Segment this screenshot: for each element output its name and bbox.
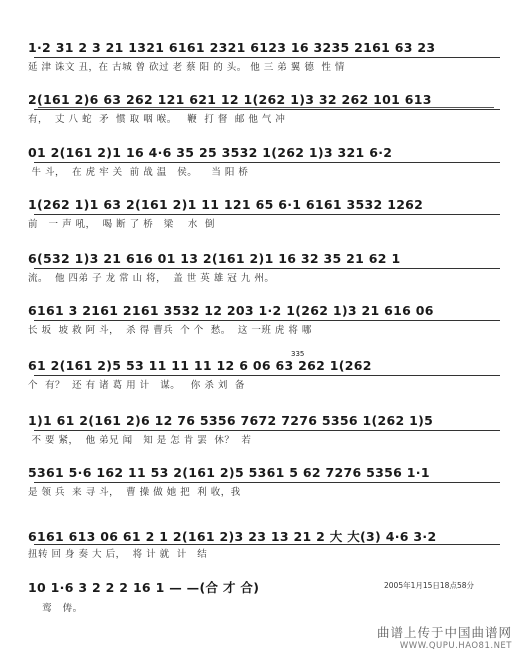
- underline: [34, 214, 500, 215]
- lyrics-line: 不 要 紧， 他 弟兄 闻 知 是 怎 肯 罢 休？ 若: [28, 435, 252, 446]
- notation-line: 61 2(161 2)5 53 11 11 11 12 6 06 63 262 1(262: [28, 358, 372, 373]
- notation-line: 6161 613 06 61 2 1 2(161 2)3 23 13 21 2 大 大(3) 4·6 3·2: [28, 529, 437, 544]
- notation-line: 01 2(161 2)1 16 4·6 35 25 3532 1(262 1)3 321 6·2: [28, 145, 393, 160]
- notation-line: 2(161 2)6 63 262 121 621 12 1(262 1)3 32 262 101 613: [28, 92, 432, 107]
- notation-line: 6161 3 2161 2161 3532 12 203 1·2 1(262 1)3 21 616 06: [28, 303, 434, 318]
- underline: [34, 482, 500, 483]
- lyrics-line: 前 一 声 吼， 喝 断 了 桥 梁 水 倒: [28, 219, 215, 230]
- underline: [38, 107, 494, 108]
- lyrics-line: 长 坂 坡 救 阿 斗， 杀 得 曹兵 个 个 愁。 这 一班 虎 将 哪: [28, 325, 312, 336]
- lyrics-line: 扭转 回 身 奏 大 后， 将 计 就 计 结: [28, 549, 208, 560]
- underline: [34, 375, 500, 376]
- lyrics-line: 流。 他 四弟 子 龙 常 山 将， 盖 世 英 雄 冠 九 州。: [28, 273, 275, 284]
- notation-line: 6(532 1)3 21 616 01 13 2(161 2)1 16 32 35 21 62 1: [28, 251, 401, 266]
- lyrics-line: 牛 斗， 在 虎 牢 关 前 战 温 侯。 当 阳 桥: [28, 167, 249, 178]
- lyrics-line: 鸾 俦。: [28, 603, 83, 614]
- lyrics-line: 延 津 诛文 丑，在 古城 曾 砍过 老 蔡 阳 的 头。 他 三 弟 翼 德 性 情: [28, 62, 345, 73]
- watermark: [377, 623, 512, 651]
- underline: [34, 544, 500, 545]
- notation-line: 1·2 31 2 3 21 1321 6161 2321 6123 16 3235 2161 63 23: [28, 40, 436, 55]
- watermark-url: WWW.QUPU.HAO81.NET: [399, 641, 512, 651]
- underline: [34, 268, 500, 269]
- underline: [34, 162, 500, 163]
- small-label: 335: [291, 350, 305, 358]
- watermark-title: 曲谱上传于中国曲谱网: [376, 625, 512, 640]
- underline: [34, 57, 500, 58]
- underline: [34, 320, 500, 321]
- notation-line: 5361 5·6 162 11 53 2(161 2)5 5361 5 62 7276 5356 1·1: [28, 465, 430, 480]
- notation-line: 1)1 61 2(161 2)6 12 76 5356 7672 7276 5356 1(262 1)5: [28, 413, 434, 428]
- underline: [34, 109, 500, 110]
- notation-line: 1(262 1)1 63 2(161 2)1 11 121 65 6·1 6161 3532 1262: [28, 197, 424, 212]
- lyrics-line: 是 领 兵 来 寻 斗， 曹 操 做 她 把 利 收，我: [28, 487, 241, 498]
- lyrics-line: 个 有？ 还 有 诸 葛 用 计 谋。 你 杀 刘 备: [28, 380, 245, 391]
- date-stamp: 2005年1月15日18点58分: [384, 581, 474, 590]
- lyrics-line: 有， 丈 八 蛇 矛 惯 取 咽 喉。 鞭 打 督 邮 他 气 冲: [28, 114, 286, 125]
- notation-line: 10 1·6 3 2 2 2 16 1 — —(合 才 合): [28, 580, 260, 595]
- underline: [34, 430, 500, 431]
